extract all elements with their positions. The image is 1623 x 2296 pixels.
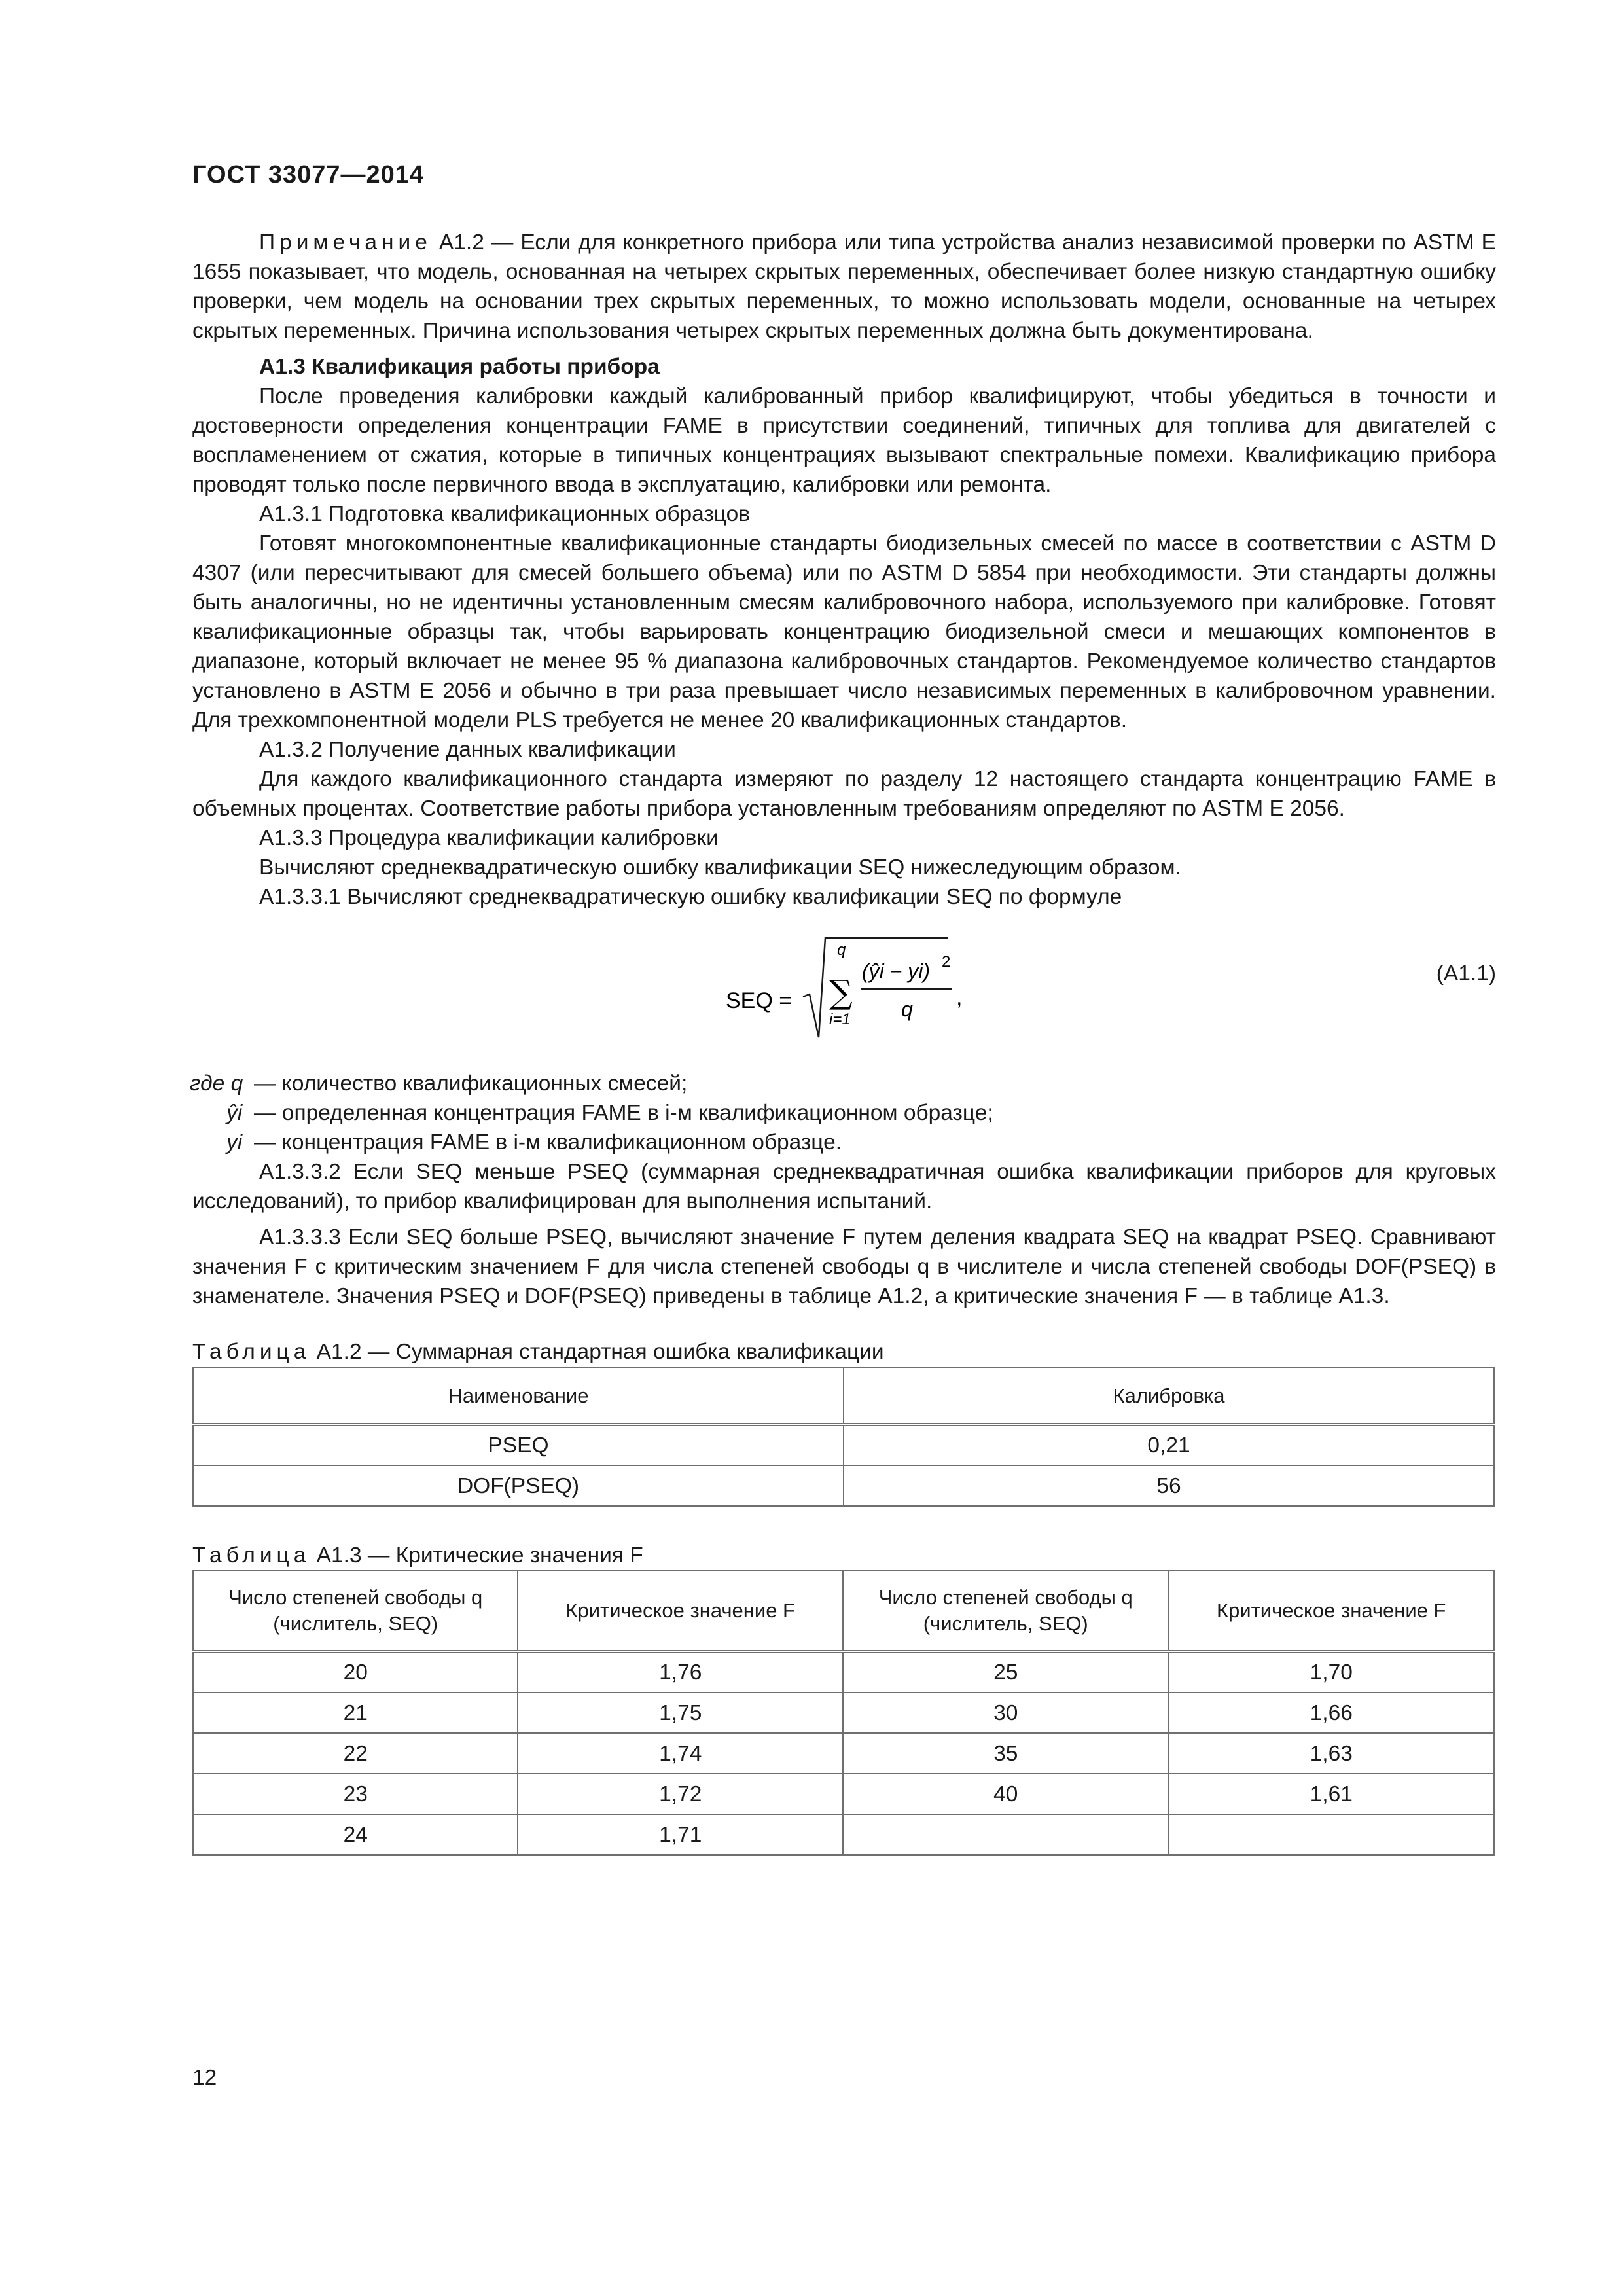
table-cell [843, 1814, 1168, 1855]
table-cell: 1,70 [1168, 1651, 1494, 1693]
table-cell: 40 [843, 1774, 1168, 1814]
formula-sum-top: q [837, 941, 846, 959]
table-cell: 0,21 [844, 1424, 1494, 1465]
section-heading-a133: А1.3.3 Процедура квалификации калибровки [259, 826, 719, 850]
document-header: ГОСТ 33077—2014 [192, 161, 425, 188]
section-a13-paragraph: После проведения калибровки каждый калиброванный прибор квалифицируют, чтобы убедиться в точности и достоверности определения концентрации FAME в присутствии соединений, типичных для топлива для двигателей с воспламенением от сжатия, которые в типичных концентрациях вызывают спектральные помехи. Квалификацию прибора проводят только после первичного ввода в эксплуатацию, калибровки или ремонта. [192, 384, 1496, 497]
table-cell: 1,74 [518, 1733, 843, 1774]
formula-numerator: (ŷi − yi) [862, 960, 930, 983]
section-heading-a132: А1.3.2 Получение данных квалификации [259, 738, 676, 762]
where-y-label: yi [226, 1130, 243, 1155]
table-header-cell: Наименование [193, 1367, 844, 1424]
where-yhat-label: ŷi [226, 1101, 243, 1125]
formula-denominator: q [901, 997, 913, 1021]
table-cell: 1,71 [518, 1814, 843, 1855]
formula-number: (А1.1) [1436, 961, 1496, 986]
where-yhat-text: — определенная концентрация FAME в i-м квалификационном образце; [254, 1101, 993, 1125]
note-label: Примечание [259, 230, 432, 255]
section-a131-paragraph: Готовят многокомпонентные квалификационные стандарты биодизельных смесей по массе в соответствии с ASTM D 4307 (или пересчитывают для смесей большего объема) или по ASTM D 5854 при необходимости. Эти стандарты должны быть аналогичны, но не идентичны установленным смесям калибровочного набора, используемого при калибровке. Готовят квалификационные образцы так, чтобы варьировать концентрацию биодизельной смеси и мешающих компонентов в диапазоне, который включает не менее 95 % диапазона калибровочных стандартов. Рекомендуемое количество стандартов установлено в ASTM E 2056 и обычно в три раза превышает число независимых переменных в калибровочном уравнении. Для трехкомпонентной модели PLS требуется не менее 20 квалификационных стандартов. [192, 531, 1496, 732]
table-a12-caption [192, 1337, 1496, 1367]
table-a13-caption-text: А1.3 — Критические значения F [310, 1543, 643, 1568]
table-cell: 22 [193, 1733, 518, 1774]
formula-lhs: SEQ = [726, 988, 793, 1013]
table-row [193, 1424, 1494, 1465]
section-heading-a13: А1.3 Квалификация работы прибора [259, 355, 660, 379]
where-yhat [192, 1098, 1496, 1128]
sum-icon: ∑ [829, 973, 853, 1011]
formula-block [192, 926, 1496, 1049]
section-a132-paragraph: Для каждого квалификационного стандарта измеряют по разделу 12 настоящего стандарта концентрацию FAME в объемных процентах. Соответствие работы прибора установленным требованиям определяют по ASTM E 2056. [192, 767, 1496, 821]
table-cell: 25 [843, 1651, 1168, 1693]
where-q-label: где q [190, 1071, 243, 1096]
table-header-row [193, 1367, 1494, 1424]
table-row [193, 1733, 1494, 1774]
page-number: 12 [192, 2066, 217, 2090]
table-a13-caption-label: Таблица [192, 1543, 311, 1568]
table-cell: 23 [193, 1774, 518, 1814]
table-cell: 1,61 [1168, 1774, 1494, 1814]
formula-sum-bottom: i=1 [829, 1011, 851, 1028]
where-y-text: — концентрация FAME в i-м квалификационном образце. [254, 1130, 842, 1155]
table-cell: PSEQ [193, 1424, 844, 1465]
table-cell: 20 [193, 1651, 518, 1693]
formula-trail: , [956, 985, 963, 1010]
table-a13-caption [192, 1541, 1496, 1570]
table-a12-caption-label: Таблица [192, 1340, 311, 1364]
section-a1332-paragraph: А1.3.3.2 Если SEQ меньше PSEQ (суммарная среднеквадратичная ошибка квалификации приборов для круговых исследований), то прибор квалифицирован для выполнения испытаний. [192, 1160, 1496, 1213]
where-q [192, 1069, 1496, 1098]
table-cell: 21 [193, 1693, 518, 1733]
sqrt-sign [803, 938, 951, 1037]
section-a133-paragraph-1: Вычисляют среднеквадратическую ошибку квалификации SEQ нижеследующим образом. [259, 855, 1181, 880]
formula-exponent: 2 [942, 953, 951, 971]
table-header-cell: Калибровка [844, 1367, 1494, 1424]
table-row [193, 1465, 1494, 1506]
table-cell: 1,63 [1168, 1733, 1494, 1774]
table-cell: 1,76 [518, 1651, 843, 1693]
table-cell: 1,66 [1168, 1693, 1494, 1733]
table-cell: 1,72 [518, 1774, 843, 1814]
table-cell: 30 [843, 1693, 1168, 1733]
section-a133-paragraph-2: А1.3.3.1 Вычисляют среднеквадратическую ошибку квалификации SEQ по формуле [259, 885, 1122, 909]
table-a12 [192, 1367, 1495, 1507]
table-row [193, 1774, 1494, 1814]
seq-formula [726, 926, 1197, 1049]
table-a13 [192, 1570, 1495, 1856]
where-q-text: — количество квалификационных смесей; [254, 1071, 688, 1096]
note-text: А1.2 — Если для конкретного прибора или типа устройства анализ независимой проверки по ASTM E 1655 показывает, что модель, основанная на четырех скрытых переменных, обеспечивает более низкую стандартную ошибку проверки, чем модель на основании трех скрытых переменных, то можно использовать модели, основанные на четырех скрытых переменных. Причина использования четырех скрытых переменных должна быть документирована. [192, 230, 1496, 343]
table-cell: 56 [844, 1465, 1494, 1506]
table-cell: 35 [843, 1733, 1168, 1774]
table-cell: DOF(PSEQ) [193, 1465, 844, 1506]
table-row [193, 1651, 1494, 1693]
table-cell: 1,75 [518, 1693, 843, 1733]
document-body [192, 228, 1496, 1856]
table-header-cell: Число степеней свободы q (числитель, SEQ) [843, 1571, 1168, 1651]
table-header-row [193, 1571, 1494, 1651]
table-a12-caption-text: А1.2 — Суммарная стандартная ошибка квалификации [310, 1340, 884, 1364]
where-y [192, 1128, 1496, 1157]
note-paragraph [192, 228, 1496, 346]
table-header-cell: Критическое значение F [1168, 1571, 1494, 1651]
table-row [193, 1693, 1494, 1733]
table-cell [1168, 1814, 1494, 1855]
section-heading-a131: А1.3.1 Подготовка квалификационных образцов [259, 502, 751, 526]
table-row [193, 1814, 1494, 1855]
section-a1333-paragraph: А1.3.3.3 Если SEQ больше PSEQ, вычисляют значение F путем деления квадрата SEQ на квадрат PSEQ. Сравнивают значения F с критическим значением F для числа степеней свободы q в числителе и числа степеней свободы DOF(PSEQ) в знаменателе. Значения PSEQ и DOF(PSEQ) приведены в таблице А1.2, а критические значения F — в таблице А1.3. [192, 1225, 1496, 1308]
table-header-cell: Критическое значение F [518, 1571, 843, 1651]
table-cell: 24 [193, 1814, 518, 1855]
table-header-cell: Число степеней свободы q (числитель, SEQ) [193, 1571, 518, 1651]
